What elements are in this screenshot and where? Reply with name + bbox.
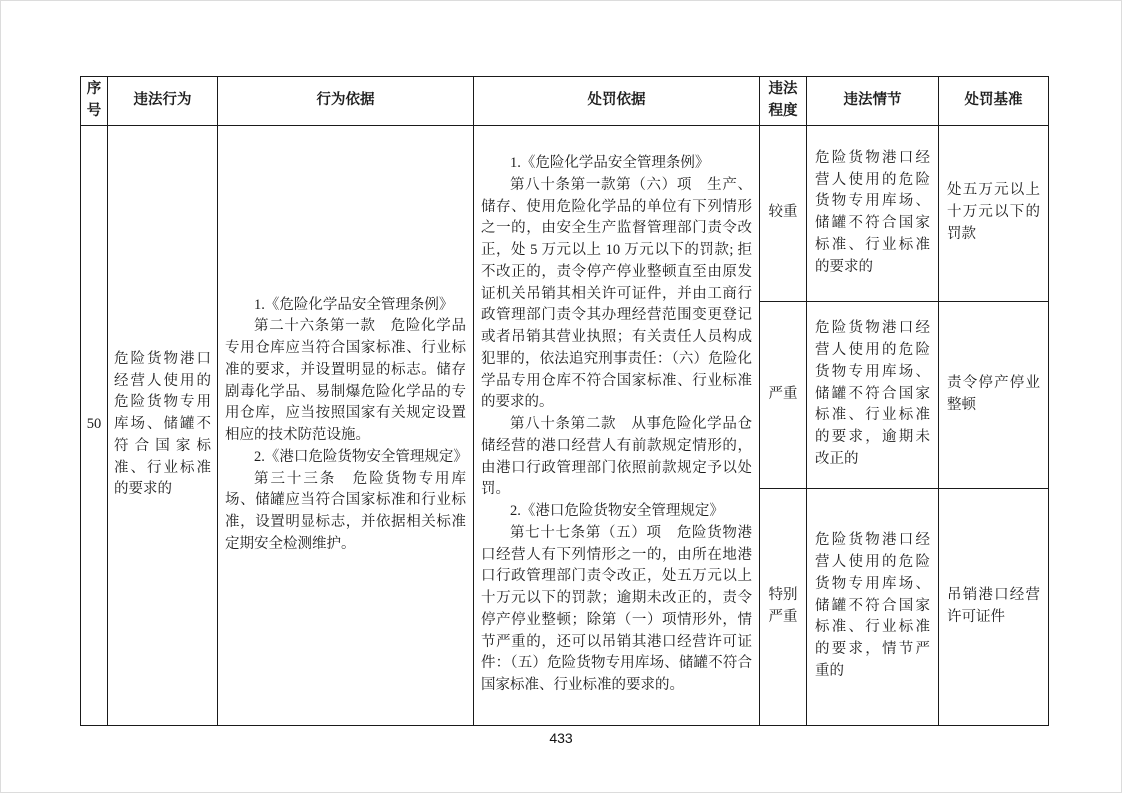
header-behavior-basis: 行为依据 xyxy=(218,77,474,126)
cell-degree-moderate: 较重 xyxy=(760,125,807,301)
cell-degree-extremely-serious: 特别严重 xyxy=(760,488,807,725)
penalty-basis-paragraph: 1.《危险化学品安全管理条例》 xyxy=(510,155,710,172)
cell-penalty-basis xyxy=(474,125,760,725)
page-number: 433 xyxy=(549,730,573,746)
table-row xyxy=(81,125,1049,301)
cell-standard-serious: 责令停产停业整顿 xyxy=(939,301,1049,488)
header-penalty-basis: 处罚依据 xyxy=(474,77,760,126)
penalty-basis-paragraph: 第八十条第二款 从事危险化学品仓储经营的港口经营人有前款规定情形的，由港口行政管理部门依照前款规定予以处罚。 xyxy=(481,416,752,498)
behavior-basis-paragraph: 第二十六条第一款 危险化学品专用仓库应当符合国家标准、行业标准的要求，并设置明显的标志。储存剧毒化学品、易制爆危险化学品的专用仓库，应当按照国家有关规定设置相应的技术防范设施。 xyxy=(225,318,466,443)
table-header-row xyxy=(81,77,1049,126)
cell-circumstance-moderate: 危险货物港口经营人使用的危险货物专用库场、储罐不符合国家标准、行业标准的要求的 xyxy=(807,125,939,301)
behavior-basis-paragraph: 第三十三条 危险货物专用库场、储罐应当符合国家标准和行业标准，设置明显标志，并依据相关标准定期安全检测维护。 xyxy=(225,470,466,552)
behavior-basis-paragraph: 1.《危险化学品安全管理条例》 xyxy=(254,296,454,313)
violation-rule-table xyxy=(80,76,1049,726)
cell-serial-number: 50 xyxy=(81,125,108,725)
behavior-basis-paragraph: 2.《港口危险货物安全管理规定》 xyxy=(254,448,468,465)
header-serial-number: 序号 xyxy=(81,77,108,126)
penalty-basis-paragraph: 第八十条第一款第（六）项 生产、储存、使用危险化学品的单位有下列情形之一的，由安全生产监督管理部门责令改正，处 5 万元以上 10 万元以下的罚款; 拒不改正的，责令停产停业整顿直至由原发证机关吊销其相关许可证件，并由工商行政管理部门责令其办理经营范围变更登记或者吊销其营业执照；有关责任人员构成犯罪的，依法追究刑事责任：（六）危险化学品专用仓库不符合国家标准、行业标准的要求的。 xyxy=(481,176,752,411)
cell-circumstance-serious: 危险货物港口经营人使用的危险货物专用库场、储罐不符合国家标准、行业标准的要求，逾期未改正的 xyxy=(807,301,939,488)
header-penalty-standard: 处罚基准 xyxy=(939,77,1049,126)
cell-behavior-basis xyxy=(218,125,474,725)
cell-illegal-behavior: 危险货物港口经营人使用的危险货物专用库场、储罐不符合国家标准、行业标准的要求的 xyxy=(108,125,218,725)
penalty-basis-paragraph: 第七十七条第（五）项 危险货物港口经营人有下列情形之一的，由所在地港口行政管理部门责令改正，处五万元以上十万元以下的罚款；逾期未改正的，责令停产停业整顿；除第（一）项情形外，情节严重的，还可以吊销其港口经营许可证件：（五）危险货物专用库场、储罐不符合国家标准、行业标准的要求的。 xyxy=(481,524,752,694)
header-illegal-behavior: 违法行为 xyxy=(108,77,218,126)
header-violation-degree: 违法程度 xyxy=(760,77,807,126)
cell-standard-moderate: 处五万元以上十万元以下的罚款 xyxy=(939,125,1049,301)
penalty-basis-paragraph: 2.《港口危险货物安全管理规定》 xyxy=(510,503,724,520)
cell-standard-extremely-serious: 吊销港口经营许可证件 xyxy=(939,488,1049,725)
cell-circumstance-extremely-serious: 危险货物港口经营人使用的危险货物专用库场、储罐不符合国家标准、行业标准的要求，情节严重的 xyxy=(807,488,939,725)
header-violation-circumstance: 违法情节 xyxy=(807,77,939,126)
cell-degree-serious: 严重 xyxy=(760,301,807,488)
